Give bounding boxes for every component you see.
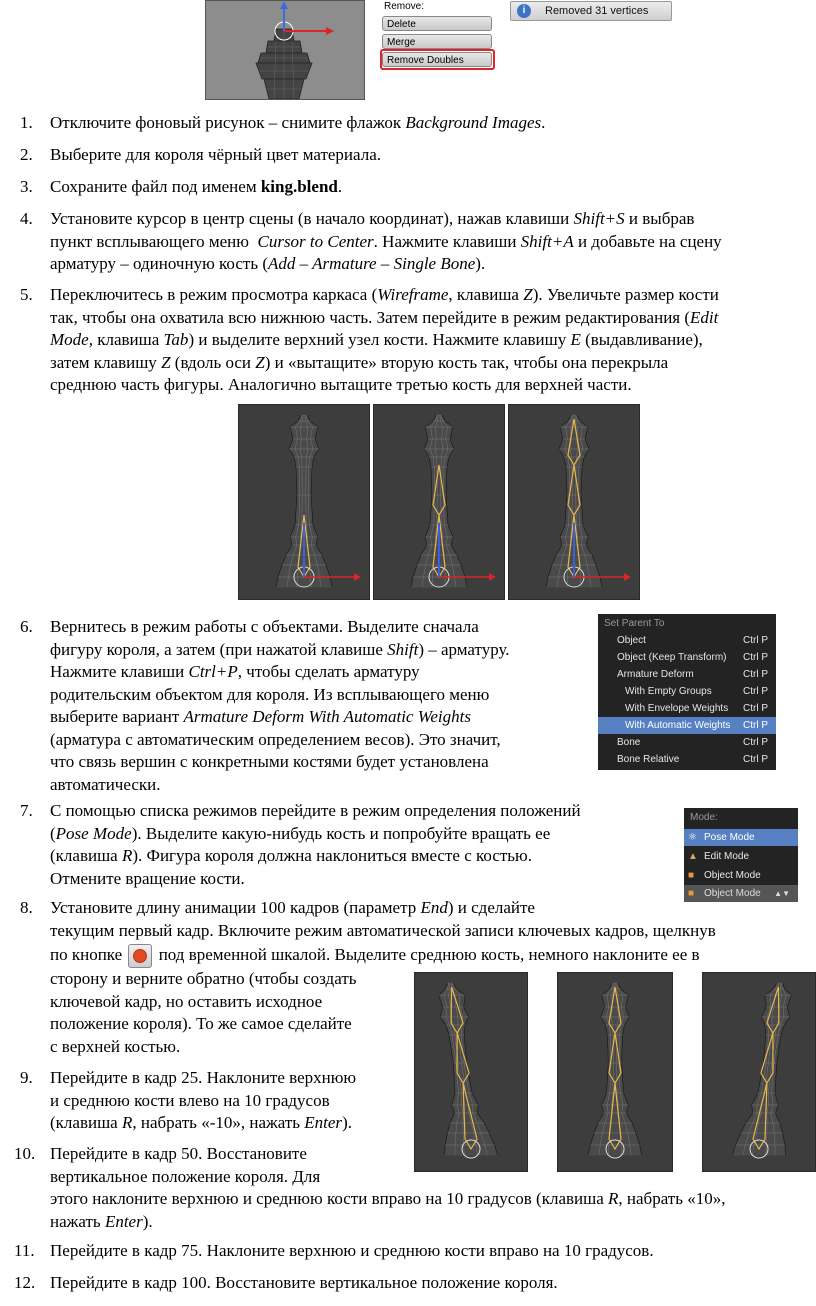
viewport-bone-2 <box>373 404 505 600</box>
delete-button[interactable]: Delete <box>382 16 492 31</box>
step-9-text: Перейдите в кадр 25. Наклоните верхнюю и среднюю кости влево на 10 градусов (клавиша R, набрать «-10», нажать Enter). <box>50 1068 357 1132</box>
remove-doubles-button[interactable]: Remove Doubles <box>382 52 492 67</box>
info-icon: i <box>517 4 531 18</box>
object-mode-icon: ■ <box>688 888 695 899</box>
step-7-number: 7. <box>20 801 33 820</box>
mode-item-object[interactable]: ■ Object Mode <box>684 867 798 884</box>
info-message: Removed 31 vertices <box>545 5 649 17</box>
updown-arrows-icon: ▲▼ <box>774 889 790 898</box>
record-icon <box>134 950 146 962</box>
menu-item-object[interactable]: Object Ctrl P <box>617 635 768 646</box>
remove-panel-header: Remove: <box>384 1 425 12</box>
step-8-number: 8. <box>20 898 33 917</box>
info-bar <box>510 1 672 21</box>
mode-menu <box>684 808 798 902</box>
menu-item-bone-relative[interactable]: Bone Relative Ctrl P <box>617 754 768 765</box>
menu-item-with-automatic-weights[interactable]: With Automatic Weights Ctrl P <box>598 717 776 734</box>
record-button[interactable] <box>128 944 152 968</box>
viewport-pose-2 <box>557 972 673 1172</box>
step-6-number: 6. <box>20 617 33 636</box>
king-pose-right <box>703 973 815 1171</box>
king-pose-center <box>558 973 672 1171</box>
step-9-number: 9. <box>20 1068 33 1087</box>
step-6-text: Вернитесь в режим работы с объектами. Выделите сначала фигуру короля, а затем (при нажатой клавише Shift) – арматуру. Нажмите клавиши Ctrl+P, чтобы сделать арматуру родительским объектом для короля. Из всплывающего меню выберите вариант Armature Deform With Automatic Weights (арматура с автоматическим определением весов). Это значит, что связь вершин с конкретными костями будет установлена автоматически. <box>50 617 510 794</box>
step-10-text: Перейдите в кадр 50. Восстановите вертикальное положение короля. Для этого наклоните верхнюю и среднюю кости вправо на 10 градусов (клавиша R, набрать «10», нажать Enter). <box>50 1144 726 1231</box>
step-1-text: Отключите фоновый рисунок – снимите флажок Background Images. <box>50 113 546 132</box>
viewport-pose-3 <box>702 972 816 1172</box>
step-12-text: Перейдите в кадр 100. Восстановите вертикальное положение короля. <box>50 1273 558 1292</box>
step-11-number: 11. <box>14 1241 35 1260</box>
step-7-text: С помощью списка режимов перейдите в режим определения положений (Pose Mode). Выделите какую-нибудь кость и попробуйте вращать ее (клавиша R). Фигура короля должна наклониться вместе с костью. Отмените вращение кости. <box>50 801 581 888</box>
menu-item-bone[interactable]: Bone Ctrl P <box>617 737 768 748</box>
king-wireframe-1 <box>239 405 369 599</box>
set-parent-menu <box>598 614 776 770</box>
step-2-text: Выберите для короля чёрный цвет материала. <box>50 145 381 164</box>
step-3-number: 3. <box>20 177 33 196</box>
menu-item-with-envelope-weights[interactable]: With Envelope Weights Ctrl P <box>625 703 768 714</box>
step-5-number: 5. <box>20 285 33 304</box>
viewport-top-preview <box>205 0 365 100</box>
king-top-wireframe <box>206 1 364 99</box>
king-wireframe-3 <box>509 405 639 599</box>
menu-item-armature-deform[interactable]: Armature Deform Ctrl P <box>617 669 768 680</box>
king-pose-left <box>415 973 527 1171</box>
step-3-text: Сохраните файл под именем king.blend. <box>50 177 343 196</box>
viewport-bone-1 <box>238 404 370 600</box>
step-10-number: 10. <box>14 1144 36 1163</box>
viewport-bone-3 <box>508 404 640 600</box>
step-4-number: 4. <box>20 209 33 228</box>
mode-item-edit[interactable]: ▲ Edit Mode <box>684 848 798 865</box>
object-mode-icon: ■ <box>688 870 695 881</box>
step-1-number: 1. <box>20 113 33 132</box>
step-12-number: 12. <box>14 1273 36 1292</box>
mode-menu-title: Mode: <box>690 812 718 823</box>
remove-panel <box>380 0 495 72</box>
step-4-text: Установите курсор в центр сцены (в начало координат), нажав клавиши Shift+S и выбрав пункт всплывающего меню Cursor to Center. Нажмите клавиши Shift+A и добавьте на сцену арматуру – одиночную кость (Add – Armature – Single Bone). <box>50 209 722 273</box>
step-2-number: 2. <box>20 145 33 164</box>
menu-item-object-keep-transform[interactable]: Object (Keep Transform) Ctrl P <box>617 652 768 663</box>
mode-item-pose[interactable]: ⚛ Pose Mode <box>684 829 798 846</box>
mode-select-dropdown[interactable]: ■ Object Mode ▲▼ <box>684 885 798 902</box>
menu-item-with-empty-groups[interactable]: With Empty Groups Ctrl P <box>625 686 768 697</box>
merge-button[interactable]: Merge <box>382 34 492 49</box>
edit-mode-icon: ▲ <box>688 851 698 862</box>
step-5-text: Переключитесь в режим просмотра каркаса (Wireframe, клавиша Z). Увеличьте размер кости так, чтобы она охватила всю нижнюю часть. Затем перейдите в режим редактирования (Edit Mode, клавиша Tab) и выделите верхний узел кости. Нажмите клавишу E (выдавливание), затем клавишу Z (вдоль оси Z) и «вытащите» вторую кость так, чтобы она перекрыла среднюю часть фигуры. Аналогично вытащите третью кость для верхней части. <box>50 285 719 394</box>
viewport-pose-1 <box>414 972 528 1172</box>
king-wireframe-2 <box>374 405 504 599</box>
step-8-text: Установите длину анимации 100 кадров (параметр End) и сделайте текущим первый кадр. Включите режим автоматической записи ключевых кадров, щелкнув по кнопке под временной шкалой. Выделите среднюю кость, немного наклоните ее в сторону и верните обратно (чтобы создать ключевой кадр, но оставить исходное положение короля). То же самое сделайте с верхней костью. <box>50 898 716 1056</box>
set-parent-menu-title: Set Parent To <box>604 618 665 629</box>
step-11-text: Перейдите в кадр 75. Наклоните верхнюю и среднюю кости вправо на 10 градусов. <box>50 1241 654 1260</box>
pose-mode-icon: ⚛ <box>688 832 697 843</box>
